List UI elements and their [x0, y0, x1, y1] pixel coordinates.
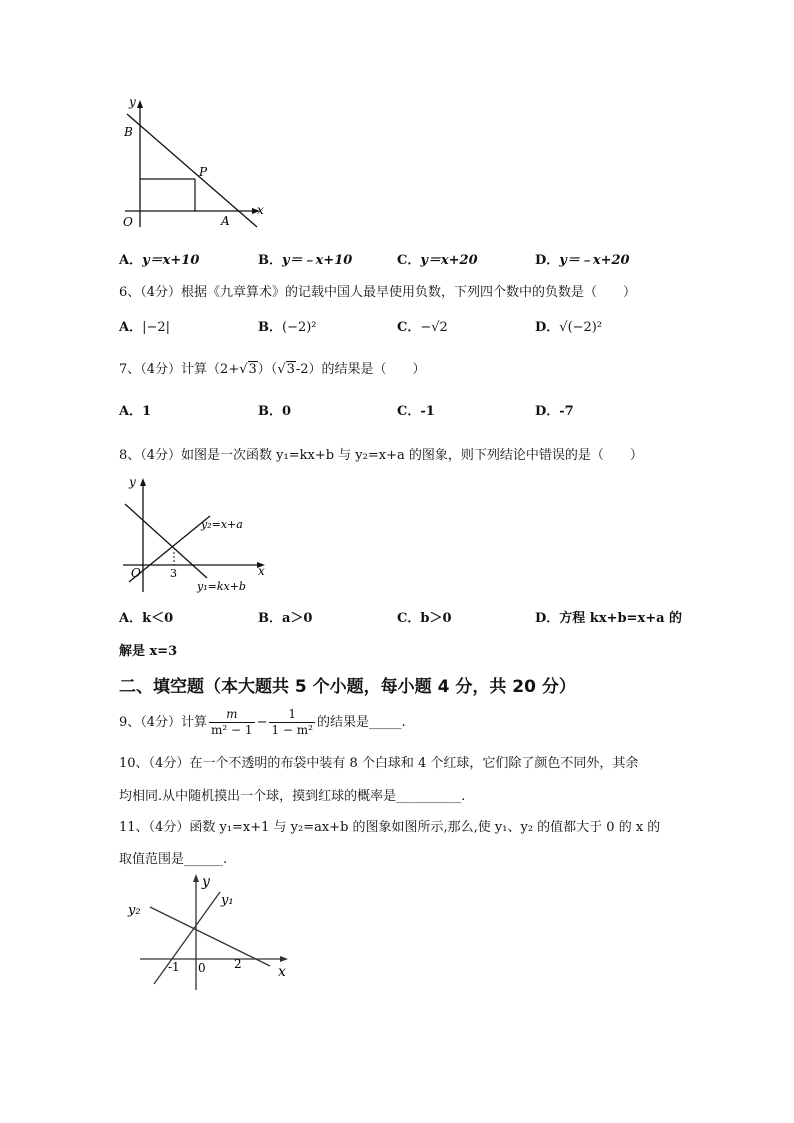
option-text: y＝﹣x+20 — [559, 253, 630, 268]
option-label: B． — [258, 253, 282, 268]
q6-option-c[interactable] — [397, 316, 448, 335]
minus-sign: − — [256, 715, 268, 730]
option-label: D． — [535, 611, 560, 626]
q7-stem-suffix: -2）的结果是（ ） — [295, 362, 426, 377]
label-3: 3 — [170, 567, 177, 580]
option-text: |−2| — [142, 320, 171, 335]
option-label: B． — [258, 611, 282, 626]
option-label: B． — [258, 404, 282, 419]
q5-option-b[interactable] — [258, 249, 352, 268]
fraction-1-denominator: m² − 1 — [211, 723, 253, 737]
q5-option-c[interactable] — [397, 249, 478, 268]
option-text: 解是 x=3 — [119, 644, 178, 659]
y-axis-arrow — [137, 100, 143, 108]
option-label: C． — [397, 611, 421, 626]
option-text: b＞0 — [420, 611, 452, 626]
label-two: 2 — [234, 957, 242, 971]
label-neg1: -1 — [168, 960, 180, 974]
option-label: A． — [119, 253, 143, 268]
fraction-2-denominator: 1 − m² — [271, 723, 313, 737]
graph-q11 — [122, 868, 297, 993]
line-y2 — [150, 907, 270, 966]
q7-option-a[interactable] — [119, 400, 151, 419]
q8-stem: 8、（4分）如图是一次函数 y₁=kx+b 与 y₂=x+a 的图象，则下列结论中错误的是（ ） — [119, 448, 643, 463]
label-y1: y₁ — [221, 893, 234, 908]
graph-q5 — [115, 92, 275, 232]
option-text: −√2 — [420, 320, 448, 335]
option-label: C． — [397, 253, 421, 268]
label-x: x — [257, 203, 264, 217]
option-label: C． — [397, 404, 421, 419]
q11-line-2: 取值范围是______. — [119, 852, 228, 867]
q9-stem — [119, 707, 406, 738]
q5-option-a[interactable] — [119, 249, 199, 268]
q7-stem-prefix: 7、（4分）计算（2+ — [119, 362, 240, 377]
label-y1: y₁=kx+b — [197, 580, 246, 593]
graph-q8 — [115, 472, 275, 597]
q10-line-2: 均相同.从中随机摸出一个球，摸到红球的概率是__________. — [119, 789, 466, 804]
option-text: (−2)² — [282, 320, 317, 335]
option-text: 方程 kx+b=x+a 的 — [559, 611, 683, 626]
label-b: B — [124, 125, 133, 139]
sqrt-3-b: 3 — [286, 362, 295, 377]
label-y: y — [129, 95, 136, 109]
option-label: D． — [535, 320, 560, 335]
label-o: O — [131, 566, 141, 580]
option-text: -1 — [420, 404, 435, 419]
q7-stem: 7、（4分）计算（2+√3）（√3-2）的结果是（ ） — [119, 362, 426, 377]
q8-option-d-continued — [119, 640, 177, 659]
q5-option-d[interactable] — [535, 249, 630, 268]
option-text: y＝x+20 — [420, 253, 478, 268]
label-x: x — [258, 564, 265, 578]
option-text: y＝﹣x+10 — [282, 253, 353, 268]
fraction-1 — [209, 707, 255, 738]
label-y2: y₂=x+a — [201, 518, 243, 531]
x-axis-arrow — [280, 956, 288, 962]
option-label: A． — [119, 611, 143, 626]
q7-option-b[interactable] — [258, 400, 291, 419]
q7-option-c[interactable] — [397, 400, 435, 419]
label-p: P — [199, 165, 208, 179]
y-axis-arrow — [193, 874, 199, 882]
line-ab — [127, 114, 257, 227]
option-text: y＝x+10 — [142, 253, 200, 268]
label-o: O — [123, 215, 133, 229]
label-a: A — [221, 214, 230, 228]
option-text: -7 — [559, 404, 574, 419]
q7-stem-mid: ）（ — [257, 362, 278, 377]
q10-line-1: 10、（4分）在一个不透明的布袋中装有 8 个白球和 4 个红球，它们除了颜色不同外，其余 — [119, 756, 639, 771]
q7-option-d[interactable] — [535, 400, 574, 419]
q8-option-c[interactable] — [397, 607, 452, 626]
label-y: y — [129, 475, 136, 489]
section-title: 二、填空题（本大题共 5 个小题，每小题 4 分，共 20 分） — [119, 677, 576, 697]
option-text: k＜0 — [142, 611, 174, 626]
q8-option-a[interactable] — [119, 607, 173, 626]
option-label: D． — [535, 404, 560, 419]
option-text: a＞0 — [282, 611, 313, 626]
fraction-1-numerator: m — [209, 707, 255, 723]
sqrt-3-a: 3 — [248, 362, 257, 377]
q6-option-a[interactable] — [119, 316, 170, 335]
option-label: B． — [258, 320, 282, 335]
q8-option-b[interactable] — [258, 607, 312, 626]
q8-option-d[interactable] — [535, 607, 682, 626]
option-label: C． — [397, 320, 421, 335]
label-x: x — [278, 964, 286, 980]
q11-line-1: 11、（4分）函数 y₁=x+1 与 y₂=ax+b 的图象如图所示,那么,使 y₁、y₂ 的值都大于 0 的 x 的 — [119, 820, 661, 835]
option-text: 0 — [282, 404, 292, 419]
option-label: A． — [119, 320, 143, 335]
option-text: √(−2)² — [559, 320, 603, 335]
label-y: y — [202, 874, 210, 890]
option-label: A． — [119, 404, 143, 419]
q9-prefix: 9、（4分）计算 — [119, 715, 208, 730]
label-zero: 0 — [198, 961, 206, 975]
q9-suffix: 的结果是_____. — [316, 715, 406, 730]
option-text: 1 — [142, 404, 152, 419]
y-axis-arrow — [140, 478, 146, 486]
fraction-2 — [269, 707, 315, 738]
q6-option-b[interactable] — [258, 316, 317, 335]
q6-stem: 6、（4分）根据《九章算术》的记载中国人最早使用负数，下列四个数中的负数是（ ） — [119, 285, 637, 300]
line-y1 — [154, 892, 220, 984]
q6-option-d[interactable] — [535, 316, 602, 335]
label-y2: y₂ — [128, 903, 141, 918]
option-label: D． — [535, 253, 560, 268]
fraction-2-numerator: 1 — [269, 707, 315, 723]
